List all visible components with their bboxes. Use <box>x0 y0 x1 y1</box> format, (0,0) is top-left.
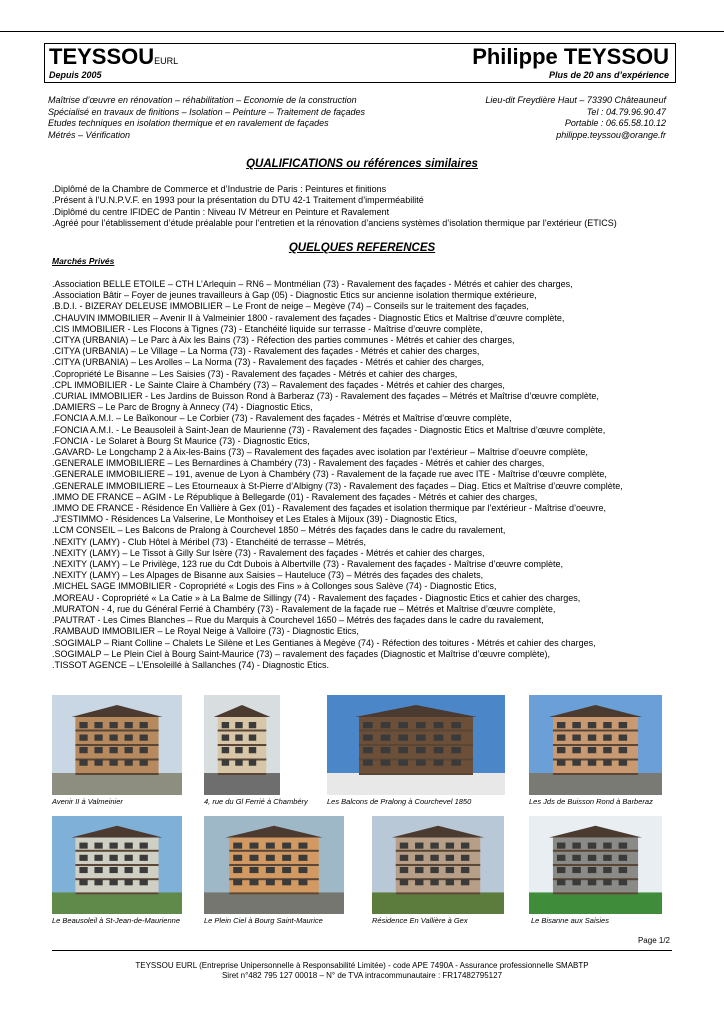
since-date: Depuis 2005 <box>49 70 102 80</box>
photo-caption: 4, rue du Gl Ferrié à Chambéry <box>204 797 308 806</box>
reference-item: .B.D.I. - BIZERAY DELEUSE IMMOBILIER – Le Front de neige – Megève (74) – Conseils sur le traitement des façades, <box>52 301 529 312</box>
reference-item: .LCM CONSEIL – Les Balcons de Pralong à Courchevel 1850 – Métrés des façades dans le cadre du ravalement, <box>52 525 506 536</box>
qualifications-title: QUALIFICATIONS ou références similaires <box>246 158 478 170</box>
photo-caption: Le Bisanne aux Saisies <box>531 916 609 925</box>
letterhead <box>44 43 676 83</box>
phone: Tel : 04.79.96.90.47 <box>586 106 666 117</box>
reference-item: .GENERALE IMMOBILIERE – Les Bernardines à Chambéry (73) - Ravalement des façades - Métrés et cahier des charges, <box>52 458 545 469</box>
qualification-item: .Agréé pour l’établissement d’étude préalable pour l’entretien et la rénovation d’anciens systèmes d’isolation thermique par l’extérieur (ETICS) <box>52 217 617 228</box>
reference-item: .CHAUVIN IMMOBILIER – Avenir II à Valmeinier 1800 - ravalement des façades - Diagnostic Etics et Maîtrise d’œuvre complète, <box>52 312 565 323</box>
reference-item: .NEXITY (LAMY) - Club Hôtel à Méribel (73) - Etanchéité de terrasse – Métrés, <box>52 536 366 547</box>
reference-item: .NEXITY (LAMY) – Le Tissot à Gilly Sur Isère (73) - Ravalement des façades - Métrés et cahier des charges, <box>52 547 485 558</box>
photo-caption: Les Balcons de Pralong à Courchevel 1850 <box>327 797 472 806</box>
footer <box>0 961 724 981</box>
building-photo <box>204 816 344 914</box>
reference-item: .IMMO DE FRANCE – AGIM - Le République à Bellegarde (01) - Ravalement des façades - Métrés et cahier des charges, <box>52 491 538 502</box>
reference-item: .CPL IMMOBILIER - Le Sainte Claire à Chambéry (73) – Ravalement des façades - Métrés et cahier des charges, <box>52 379 505 390</box>
company-block <box>49 44 178 70</box>
building-photo <box>327 695 505 795</box>
reference-item: .GENERALE IMMOBILIERE – Les Etourneaux à St-Pierre d’Albigny (73) - Ravalement des façades – Diag. Etics et Maîtrise d’œuvre complète, <box>52 480 623 491</box>
footer-line: TEYSSOU EURL (Entreprise Unipersonnelle à Responsabilité Limitée) - code APE 7490A - Assurance professionnelle SMABTP <box>135 961 589 970</box>
services-list <box>48 95 365 141</box>
reference-item: .DAMIERS – Le Parc de Brogny à Annecy (74) - Diagnostic Etics, <box>52 402 313 413</box>
top-rule <box>0 31 724 32</box>
references-title: QUELQUES REFERENCES <box>288 242 436 254</box>
mobile: Portable : 06.65.58.10.12 <box>564 118 666 128</box>
qualifications-list <box>52 184 617 229</box>
reference-item: .RAMBAUD IMMOBILIER – Le Royal Neige à Valloire (73) - Diagnostic Etics, <box>52 626 359 637</box>
reference-item: .MOREAU - Copropriété « La Catie » à La Balme de Sillingy (74) - Ravalement des façades - Diagnostic Etics et cahier des charges, <box>52 592 581 603</box>
reference-item: .CIS IMMOBILIER - Les Flocons à Tignes (73) - Etanchéité liquide sur terrasse - Maîtrise d’œuvre complète, <box>52 323 483 334</box>
building-photo <box>372 816 504 914</box>
experience-line: Plus de 20 ans d’expérience <box>548 70 669 80</box>
reference-item: .MURATON - 4, rue du Général Ferrié à Chambéry (73) - Ravalement de la façade rue – Métrés et Maîtrise d’œuvre complète, <box>52 603 556 614</box>
photo-caption: Le Beausoleil à St-Jean-de-Maurienne <box>52 916 180 925</box>
qualification-item: .Diplômé du centre IFIDEC de Pantin : Niveau IV Métreur en Peinture et Ravalement <box>52 206 390 217</box>
reference-item: .J’ESTIMMO - Résidences La Valserine, Le Monthoisey et Les Etales à Mijoux (39) - Diagnostic Etics, <box>52 514 457 525</box>
building-photo <box>52 695 182 795</box>
reference-item: .CURIAL IMMOBILIER - Les Jardins de Buisson Rond à Barberaz (73) - Ravalement des façades – Métrés et Maîtrise d’œuvre complète, <box>52 391 599 402</box>
reference-item: .Association Bâtir – Foyer de jeunes travailleurs à Gap (05) - Diagnostic Etics sur ancienne isolation thermique extérieure, <box>52 290 537 301</box>
reference-item: .Copropriété Le Bisanne – Les Saisies (73) - Ravalement des façades - Métrés et cahier des charges, <box>52 368 458 379</box>
service-line: Maîtrise d’œuvre en rénovation – réhabilitation – Economie de la construction <box>48 95 357 105</box>
reference-item: .GENERALE IMMOBILIERE – 191, avenue de Lyon à Chambéry (73) - Ravalement de la façade rue avec ITE - Maîtrise d’œuvre complète, <box>52 469 607 480</box>
reference-item: .CITYA (URBANIA) – Le Village – La Norma (73) - Ravalement des façades - Métrés et cahier des charges, <box>52 346 480 357</box>
company-suffix: EURL <box>154 56 179 66</box>
building-photo <box>204 695 280 795</box>
reference-item: .FONCIA A.M.I. – Le Baïkonour – Le Corbier (73) - Ravalement des façades - Métrés et Maîtrise d’œuvre complète, <box>52 413 512 424</box>
reference-item: .FONCIA A.M.I. - Le Beausoleil à Saint-Jean de Maurienne (73) - Ravalement des façades - Diagnostic Etics et Maîtrise d’œuvre complète, <box>52 424 606 435</box>
reference-item: .FONCIA - Le Solaret à Bourg St Maurice (73) - Diagnostic Etics, <box>52 435 310 446</box>
address: Lieu-dit Freydière Haut – 73390 Châteauneuf <box>485 95 666 105</box>
reference-item: .Association BELLE ETOILE – CTH L’Arlequin – RN6 – Montmélian (73) - Ravalement des façades - Métrés et cahier des charges, <box>52 279 573 289</box>
reference-item: .TISSOT AGENCE – L’Ensoleillé à Sallanches (74) - Diagnostic Etics. <box>52 659 329 670</box>
reference-item: .CITYA (URBANIA) – Les Arolles – La Norma (73) - Ravalement des façades - Métrés et cahier des charges, <box>52 357 485 368</box>
qualification-item: .Diplômé de la Chambre de Commerce et d’Industrie de Paris : Peintures et finitions <box>52 184 387 194</box>
email-link[interactable]: philippe.teyssou@orange.fr <box>556 129 666 140</box>
service-line: Métrés – Vérification <box>48 129 131 140</box>
photo-caption: Le Plein Ciel à Bourg Saint-Maurice <box>204 916 323 925</box>
page-number: Page 1/2 <box>637 936 670 945</box>
building-photo <box>529 695 662 795</box>
service-line: Etudes techniques en isolation thermique et en ravalement de façades <box>48 118 329 128</box>
person-name: Philippe TEYSSOU <box>472 44 669 69</box>
references-list <box>52 279 623 671</box>
qualification-item: .Présent à l’U.N.P.V.F. en 1993 pour la présentation du DTU 42-1 Traitement d’imperméabilité <box>52 195 424 206</box>
footer-line: Siret n°482 795 127 00018 – N° de TVA intracommunautaire : FR17482795127 <box>221 971 503 980</box>
reference-item: .CITYA (URBANIA) – Le Parc à Aix les Bains (73) - Réfection des parties communes - Métrés et cahier des charges, <box>52 335 515 346</box>
reference-item: .NEXITY (LAMY) – Le Privilège, 123 rue du Cdt Dubois à Albertville (73) - Ravalement des façades - Maîtrise d’œuvre complète, <box>52 559 564 570</box>
reference-item: .GAVARD- Le Longchamp 2 à Aix-les-Bains (73) – Ravalement des façades avec isolation par l’extérieur – Maîtrise d’oeuvre complète, <box>52 447 588 458</box>
reference-item: .MICHEL SAGE IMMOBILIER - Copropriété « Logis des Fins » à Collonges sous Salève (74) - Diagnostic Etics, <box>52 581 497 592</box>
photo-caption: Les Jds de Buisson Rond à Barberaz <box>529 797 653 806</box>
reference-item: .SOGIMALP – Riant Colline – Chalets Le Silène et Les Gentianes à Megève (74) - Réfection des toitures - Métrés et cahier des charges, <box>52 637 596 648</box>
photo-caption: Avenir II à Valmeinier <box>52 797 123 806</box>
reference-item: .IMMO DE FRANCE - Résidence En Vallière à Gex (01) - Ravalement des façades et isolation thermique par l’extérieur - Maîtrise d’oeuvre, <box>52 503 607 514</box>
reference-item: .SOGIMALP – Le Plein Ciel à Bourg Saint-Maurice (73) – ravalement des façades (Diagnostic et Maîtrise d’œuvre complète), <box>52 648 551 659</box>
building-photo <box>529 816 662 914</box>
building-photo <box>52 816 182 914</box>
reference-item: .PAUTRAT - Les Cimes Blanches – Rue du Marquis à Courchevel 1650 – Métrés des façades dans le cadre du ravalement, <box>52 615 544 626</box>
private-markets-heading: Marchés Privés <box>52 256 115 266</box>
reference-item: .NEXITY (LAMY) – Les Alpages de Bisanne aux Saisies – Hauteluce (73) – Métrés des façades des chalets, <box>52 570 484 581</box>
contact-block <box>485 95 666 141</box>
service-line: Spécialisé en travaux de finitions – Isolation – Peinture – Traitement de façades <box>48 106 366 117</box>
company-name: TEYSSOU <box>49 44 155 69</box>
footer-rule <box>52 950 672 951</box>
photo-caption: Résidence En Vallière à Gex <box>372 916 468 925</box>
